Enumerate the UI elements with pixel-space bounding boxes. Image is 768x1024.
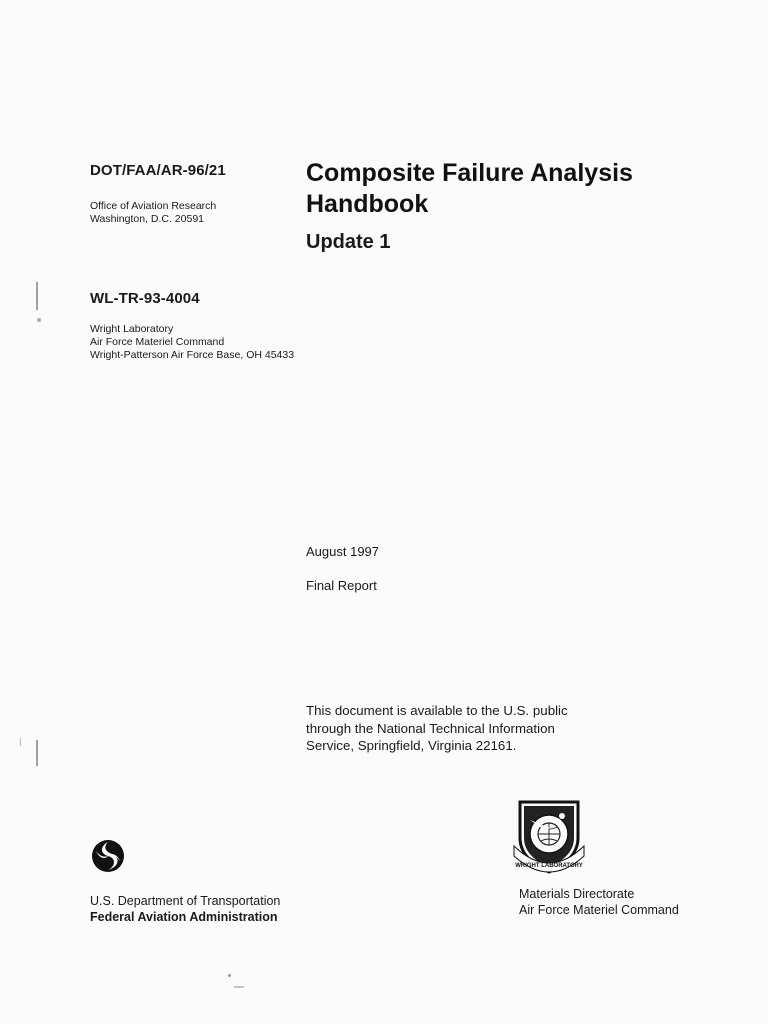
afmc-footer: [519, 886, 679, 918]
availability-line: This document is available to the U.S. public: [306, 703, 568, 718]
wl-report-number: WL-TR-93-4004: [90, 290, 200, 307]
availability-line: Service, Springfield, Virginia 22161.: [306, 738, 517, 753]
scan-mark: [234, 986, 244, 988]
wl-address: [90, 323, 294, 362]
scan-mark: [36, 740, 38, 766]
wl-address-line: Wright-Patterson Air Force Base, OH 45433: [90, 349, 295, 361]
emblem-banner-text: WRIGHT LABORATORY: [515, 863, 583, 869]
afmc-label: Air Force Materiel Command: [519, 903, 679, 917]
dot-department-name: U.S. Department of Transportation: [90, 894, 281, 908]
availability-line: through the National Technical Information: [306, 720, 555, 736]
scan-mark: [36, 282, 38, 310]
materials-directorate-label: Materials Directorate: [519, 887, 635, 901]
report-type: Final Report: [306, 578, 377, 593]
emblem-banner: [512, 842, 586, 876]
faa-report-number: DOT/FAA/AR-96/21: [90, 162, 226, 179]
faa-name: Federal Aviation Administration: [90, 910, 278, 924]
title-line: Handbook: [306, 190, 429, 218]
wl-address-line: Air Force Materiel Command: [90, 336, 225, 348]
dot-logo-icon: [90, 838, 126, 874]
document-update: Update 1: [306, 231, 391, 253]
availability-statement: [306, 702, 568, 755]
document-title: [306, 158, 633, 220]
faa-office-line: Washington, D.C. 20591: [90, 213, 205, 225]
dot-footer: [90, 893, 280, 925]
scan-mark: [228, 974, 231, 977]
title-line: Composite Failure Analysis: [306, 159, 633, 187]
faa-office-line: Office of Aviation Research: [90, 200, 217, 212]
faa-office-address: [90, 200, 216, 226]
scan-mark: [20, 738, 21, 746]
scan-mark: [37, 318, 41, 322]
publication-date: August 1997: [306, 544, 380, 559]
wl-address-line: Wright Laboratory: [90, 323, 174, 335]
